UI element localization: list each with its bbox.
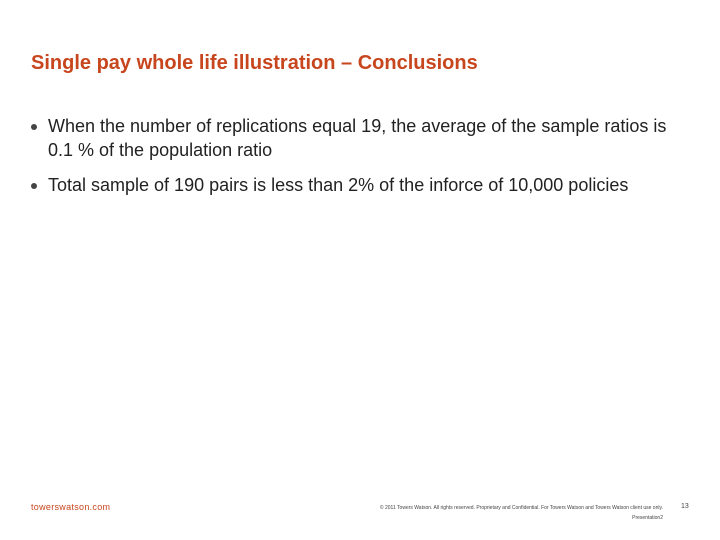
bullet-dot-icon — [31, 124, 37, 130]
footer-legal — [318, 503, 663, 523]
bullet-list — [30, 114, 680, 208]
bullet-dot-icon — [31, 183, 37, 189]
footer-legal-line: © 2011 Towers Watson. All rights reserved. Proprietary and Confidential. For Towers Watson and Towers Watson client use only. — [379, 505, 663, 511]
bullet-text: When the number of replications equal 19, the average of the sample ratios is 0.1 % of the population ratio — [48, 116, 667, 160]
bullet-item — [30, 173, 680, 197]
page-number: 13 — [681, 503, 689, 510]
bullet-item — [30, 114, 680, 162]
bullet-text: Total sample of 190 pairs is less than 2% of the inforce of 10,000 policies — [48, 175, 629, 195]
footer-presentation-name: Presentation2 — [632, 515, 663, 521]
footer-brand: towerswatson.com — [31, 502, 111, 512]
slide-title: Single pay whole life illustration – Conclusions — [31, 52, 478, 74]
